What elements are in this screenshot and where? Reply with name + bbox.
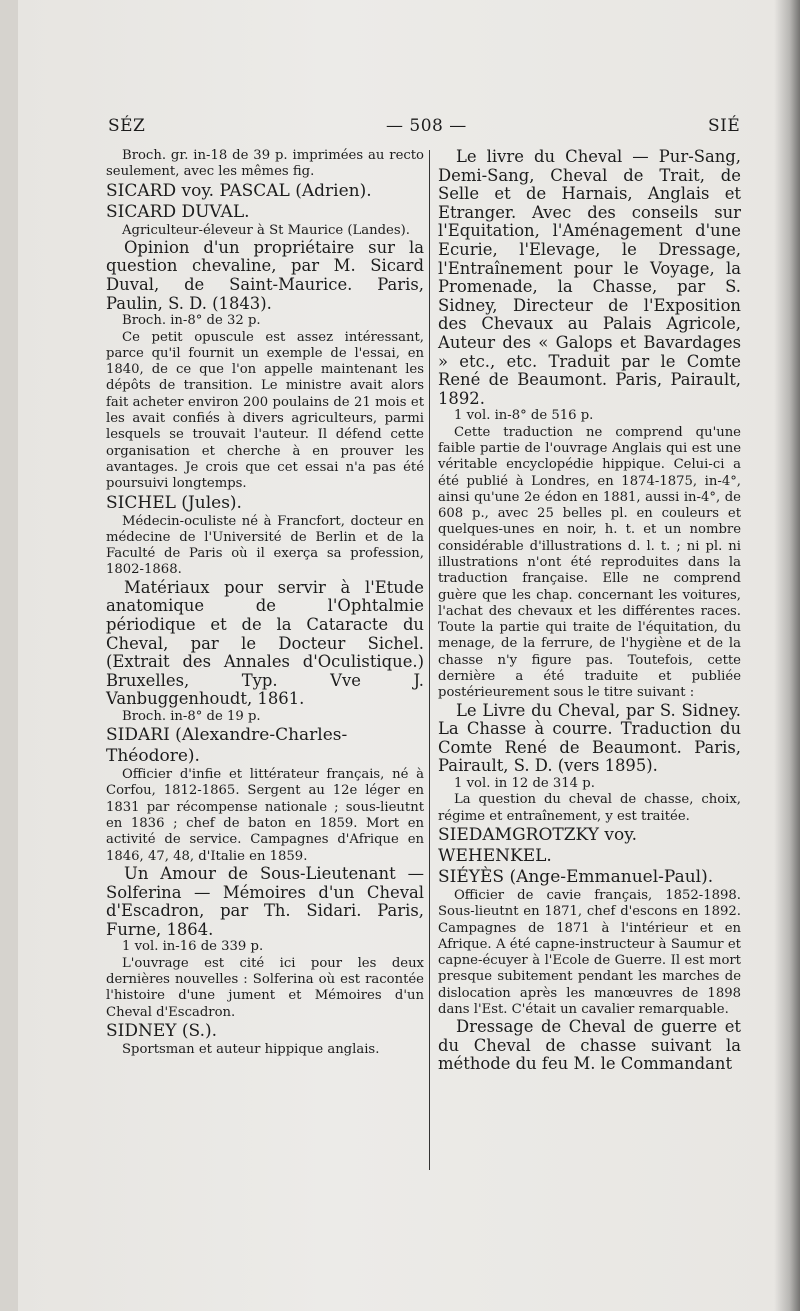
book-title: Le livre du Cheval — Pur-Sang, Demi-Sang, Cheval de Trait, de Selle et de Harnais, Anglais et Etranger. Avec des conseils sur l'Equitation, l'Aménagement d'une Ecurie, l'Elevage, le Dressage, l'Entraînement pour le Voyage, la Promenade, la Chasse, par S. Sidney, Directeur de l'Exposition des Chevaux au Palais Agricole, Auteur des « Galops et Bavardages » etc., etc. Traduit par le Comte René de Beaumont. Paris, Pairault, 1892.: [438, 147, 741, 408]
running-head-left: SÉZ: [108, 116, 146, 136]
book-comment: L'ouvrage est cité ici pour les deux dernières nouvelles : Solferina où est racontée l'histoire d'une jument et Mémoires d'un Cheval d'Escadron.: [106, 955, 424, 1020]
author-bio: Sportsman et auteur hippique anglais.: [122, 1041, 380, 1057]
entry-note: Broch. gr. in-18 de 39 p. imprimées au recto seulement, avec les mêmes fig.: [106, 148, 424, 180]
book-title: Le Livre du Cheval, par S. Sidney. La Chasse à courre. Traduction du Comte René de Beaumont. Paris, Pairault, S. D. (vers 1895).: [438, 700, 741, 776]
book-title: Matériaux pour servir à l'Etude anatomique de l'Ophtalmie périodique et de la Cataracte du Cheval, par le Docteur Sichel. (Extrait des Annales d'Oculistique.) Bruxelles, Typ. Vve J. Vanbuggenhoudt, 1861.: [106, 577, 424, 709]
entry-heading: SICARD voy. PASCAL (Adrien).: [106, 180, 372, 201]
entry-heading: SIEDAMGROTZKY voy. WEHENKEL.: [438, 824, 638, 866]
entry-heading: SICHEL (Jules).: [106, 492, 242, 513]
book-format: 1 vol. in-8° de 516 p.: [454, 408, 594, 424]
entry-heading: SIDARI (Alexandre-Charles-Théodore).: [106, 725, 348, 767]
book-format: Broch. in-8° de 32 p.: [122, 313, 261, 329]
book-comment: La question du cheval de chasse, choix, régime et entraînement, y est traitée.: [438, 792, 741, 824]
entry-heading: SIDNEY (S.).: [106, 1020, 218, 1041]
page-number: — 508 —: [386, 116, 467, 136]
entry-heading: SICARD DUVAL.: [106, 201, 250, 222]
book-title: Un Amour de Sous-Lieutenant — Solferina — Mémoires d'un Cheval d'Escadron, par Th. Sidari. Paris, Furne, 1864.: [106, 863, 424, 939]
book-format: Broch. in-8° de 19 p.: [122, 708, 261, 724]
book-title: Dressage de Cheval de guerre et du Cheval de chasse suivant la méthode du feu M. le Commandant: [438, 1017, 741, 1074]
book-comment: Ce petit opuscule est assez intéressant, parce qu'il fournit un exemple de l'essai, en 1840, de ce que l'on appelle maintenant les dépôts de transition. Le ministre avait alors fait acheter environ 200 poulains de 21 mois et les avait confiés à divers agriculteurs, parmi lesquels se trouvait l'auteur. Il défend cette organisation et cherche à en prouver les avantages. Je crois que cet essai n'a pas été poursuivi longtemps.: [106, 329, 424, 492]
book-format: 1 vol. in-16 de 339 p.: [122, 939, 264, 955]
book-comment: Cette traduction ne comprend qu'une faible partie de l'ouvrage Anglais qui est une véritable encyclopédie hippique. Celui-ci a été publié à Londres, en 1874-1875, in-4°, ainsi qu'une 2e édon en 1881, aussi in-4°, de 608 p., avec 25 belles pl. en couleurs et quelques-unes en noir, h. t. et un nombre considérable d'illustrations d. l. t. ; ni pl. ni illustrations n'ont été reproduites dans la traduction française. Elle ne comprend guère que les chap. concernant les voitures, l'achat des chevaux et les différentes races. Toute la partie qui traite de l'équitation, du menage, de la ferrure, de l'hygiène et de la chasse n'y figure pas. Toutefois, cette dernière a été traduite et publiée postérieurement sous le titre suivant :: [438, 424, 741, 701]
binding-shadow: [774, 0, 800, 1311]
right-column: [438, 148, 741, 1074]
author-bio: Médecin-oculiste né à Francfort, docteur en médecine de l'Université de Berlin et de la Faculté de Paris où il exerça sa profession, 1802-1868.: [106, 513, 424, 578]
book-page: [18, 0, 800, 1311]
entry-heading: SIÉYÈS (Ange-Emmanuel-Paul).: [438, 866, 714, 887]
column-divider: [429, 150, 430, 1170]
author-bio: Officier d'infie et littérateur français, né à Corfou, 1812-1865. Sergent au 12e léger en 1831 par récompense nationale ; sous-lieutnt en 1836 ; chef de baton en 1859. Mort en activité de service. Campagnes d'Afrique en 1846, 47, 48, d'Italie en 1859.: [106, 767, 424, 864]
author-bio: Officier de cavie français, 1852-1898. Sous-lieutnt en 1871, chef d'escons en 1892. Campagnes de 1871 à l'intérieur et en Afrique. A été capne-instructeur à Saumur et capne-écuyer à l'Ecole de Guerre. Il est mort presque subitement pendant les marches de dislocation après les manœuvres de 1898 dans l'Est. C'était un cavalier remarquable.: [438, 887, 741, 1017]
author-bio: Agriculteur-éleveur à St Maurice (Landes).: [122, 222, 410, 238]
book-format: 1 vol. in 12 de 314 p.: [454, 776, 595, 792]
book-title: Opinion d'un propriétaire sur la question chevaline, par M. Sicard Duval, de Saint-Maurice. Paris, Paulin, S. D. (1843).: [106, 237, 424, 313]
running-head-right: SIÉ: [708, 116, 741, 136]
left-column: [106, 148, 424, 1058]
